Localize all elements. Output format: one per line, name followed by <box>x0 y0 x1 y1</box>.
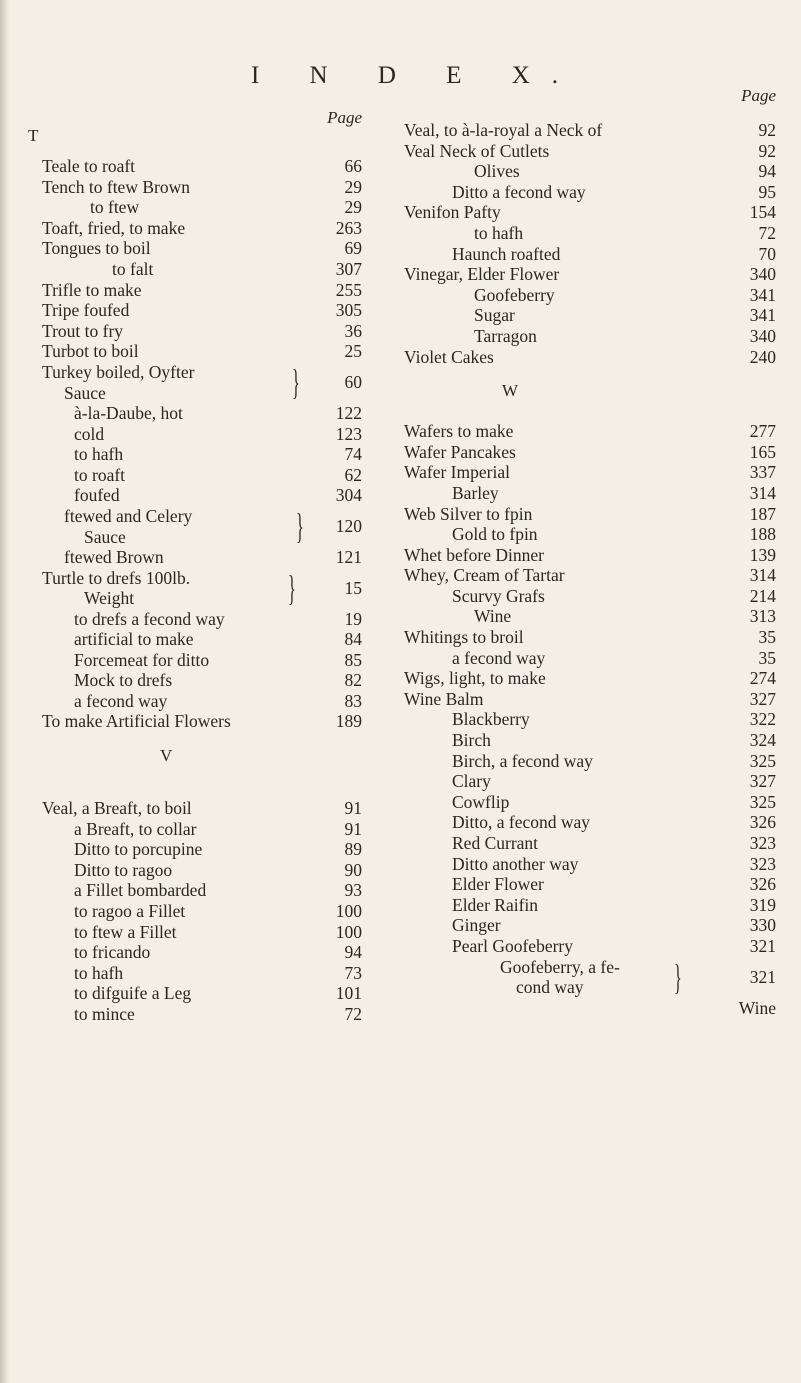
entry-text: Wine Balm <box>404 688 484 709</box>
index-entry <box>42 197 362 218</box>
entry-text: Wafer Imperial <box>404 462 510 483</box>
index-entry <box>42 650 362 671</box>
index-entry <box>404 627 776 648</box>
entry-text: Trout to fry <box>42 320 124 341</box>
entry-text: Pearl Goofeberry <box>452 935 573 956</box>
entry-text: to roaft <box>74 464 126 485</box>
entry-page: 340 <box>749 264 776 285</box>
index-entry-artificial-flowers <box>42 711 362 732</box>
index-entry <box>42 880 362 901</box>
entry-page: 304 <box>335 485 362 506</box>
index-entry <box>42 280 362 301</box>
entry-text: a Breaft, to collar <box>74 818 197 839</box>
entry-page: 277 <box>749 421 776 442</box>
index-entry <box>404 504 776 525</box>
index-entry <box>404 244 776 265</box>
entry-text: Olives <box>474 161 520 182</box>
entry-text: Haunch roafted <box>452 243 561 264</box>
section-t-entries <box>42 156 362 362</box>
index-entry <box>42 860 362 881</box>
index-entry <box>404 689 776 710</box>
entry-page: 83 <box>344 690 362 711</box>
entry-page: 35 <box>758 627 776 648</box>
entry-page: 29 <box>344 197 362 218</box>
index-entry <box>404 545 776 566</box>
index-entry <box>404 792 776 813</box>
entry-text: to falt <box>112 258 154 279</box>
index-entry <box>404 326 776 347</box>
entry-text: to hafh <box>74 444 124 465</box>
entry-text-continued: Sauce <box>64 382 106 403</box>
section-letter-t: T <box>28 126 39 145</box>
entry-text: Violet Cakes <box>404 346 494 367</box>
index-entry <box>404 202 776 223</box>
entry-text: to ragoo a Fillet <box>74 901 186 922</box>
entry-page: 255 <box>335 279 362 300</box>
entry-text: to hafh <box>74 962 124 983</box>
entry-text: Ditto a fecond way <box>452 181 586 202</box>
index-entry-goofeberry <box>404 957 776 998</box>
index-entry <box>404 606 776 627</box>
entry-page: 323 <box>749 833 776 853</box>
index-entry-celery <box>42 506 362 547</box>
entry-text: Ditto, a fecond way <box>452 812 591 833</box>
entry-text: artificial to make <box>74 629 194 650</box>
entry-page: 240 <box>749 346 776 367</box>
turkey-subentries <box>42 403 362 506</box>
brace-glyph: } <box>296 505 304 546</box>
index-entry <box>404 182 776 203</box>
index-entry <box>404 223 776 244</box>
index-entry <box>404 565 776 586</box>
entry-text: to fricando <box>74 942 151 963</box>
index-entry <box>404 833 776 854</box>
entry-page: 72 <box>344 1004 362 1024</box>
entry-text-continued: Weight <box>84 588 135 609</box>
entry-page: 69 <box>344 238 362 259</box>
entry-text: Clary <box>452 771 491 792</box>
entry-text: à-la-Daube, hot <box>74 402 183 423</box>
index-entry <box>404 161 776 182</box>
entry-text: Turtle to drefs 100lb. <box>42 567 191 588</box>
entry-text: Veal, a Breaft, to boil <box>42 798 192 819</box>
section-letter-w: W <box>502 381 519 401</box>
section-letter-v: V <box>160 746 173 766</box>
entry-page: 120 <box>335 515 362 536</box>
index-entry <box>404 874 776 895</box>
entry-page: 214 <box>749 585 776 606</box>
page-column-label: Page <box>327 108 362 127</box>
entry-page: 66 <box>344 156 362 176</box>
entry-page: 341 <box>749 284 776 305</box>
entry-page: 165 <box>749 441 776 462</box>
entry-page: 89 <box>344 839 362 860</box>
entry-page: 95 <box>758 181 776 202</box>
entry-page: 121 <box>335 546 362 567</box>
entry-text: Ditto another way <box>452 853 579 874</box>
entry-page: 94 <box>758 161 776 182</box>
entry-text: Web Silver to fpin <box>404 503 533 524</box>
entry-text: Forcemeat for ditto <box>74 649 210 670</box>
entry-text: Teale to roaft <box>42 156 136 176</box>
index-entry <box>404 483 776 504</box>
index-entry <box>404 285 776 306</box>
entry-text: to drefs a fecond way <box>74 608 225 629</box>
entry-page: 122 <box>335 402 362 423</box>
entry-page: 307 <box>335 258 362 279</box>
entry-page: 84 <box>344 629 362 650</box>
entry-page: 123 <box>335 423 362 444</box>
entry-page: 35 <box>758 647 776 668</box>
entry-text: Turkey boiled, Oyfter <box>42 361 195 382</box>
index-entry <box>42 609 362 630</box>
entry-text: Tripe foufed <box>42 300 130 321</box>
right-column <box>404 86 776 1018</box>
turtle-subentries <box>42 609 362 712</box>
page-column-label: Page <box>741 86 776 105</box>
book-spine-shadow <box>0 0 10 1383</box>
entry-text: Wine <box>474 606 512 627</box>
entry-text: Red Currant <box>452 833 539 853</box>
index-entry <box>42 629 362 650</box>
index-entry-turtle <box>42 568 362 609</box>
entry-page: 154 <box>749 202 776 223</box>
index-entry <box>404 812 776 833</box>
index-entry <box>42 424 362 445</box>
index-entry <box>42 922 362 943</box>
entry-text: Whitings to broil <box>404 627 524 648</box>
entry-text: Cowflip <box>452 791 510 812</box>
entry-page: 325 <box>749 791 776 812</box>
index-entry <box>404 895 776 916</box>
entry-page: 324 <box>749 730 776 751</box>
index-entry <box>404 936 776 957</box>
entry-text: Scurvy Grafs <box>452 585 545 606</box>
entry-text: a fecond way <box>452 647 546 668</box>
section-v-continued-entries <box>404 120 776 367</box>
entry-page: 305 <box>335 300 362 321</box>
index-entry <box>404 421 776 442</box>
index-entry <box>404 751 776 772</box>
entry-page: 92 <box>758 120 776 140</box>
entry-text: Birch <box>452 730 491 751</box>
entry-page: 189 <box>335 711 362 732</box>
entry-page: 314 <box>749 482 776 503</box>
entry-page: 19 <box>344 608 362 629</box>
entry-text: Ditto to porcupine <box>74 839 203 860</box>
index-entry <box>404 915 776 936</box>
entry-text: cold <box>74 423 105 444</box>
index-entry <box>42 942 362 963</box>
entry-page: 340 <box>749 325 776 346</box>
index-entry <box>404 524 776 545</box>
index-entry <box>404 586 776 607</box>
entry-text: Wafer Pancakes <box>404 441 516 462</box>
entry-text: Goofeberry <box>474 284 555 305</box>
entry-page: 188 <box>749 524 776 545</box>
index-entry <box>404 709 776 730</box>
index-entry <box>42 156 362 177</box>
index-entry <box>404 854 776 875</box>
entry-page: 263 <box>335 217 362 238</box>
entry-page: 91 <box>344 798 362 819</box>
entry-text: Goofeberry, a fe- <box>500 956 620 977</box>
index-entry <box>42 691 362 712</box>
entry-text: Ginger <box>452 915 501 936</box>
entry-page: 92 <box>758 140 776 161</box>
entry-page: 85 <box>344 649 362 670</box>
index-entry <box>42 259 362 280</box>
entry-page: 187 <box>749 503 776 524</box>
entry-text: Whey, Cream of Tartar <box>404 565 565 586</box>
index-entry <box>42 485 362 506</box>
entry-text: a Fillet bombarded <box>74 880 207 901</box>
entry-text: Mock to drefs <box>74 670 173 691</box>
entry-text: to hafh <box>474 222 524 243</box>
entry-page: 74 <box>344 444 362 465</box>
index-entry <box>42 218 362 239</box>
entry-page: 323 <box>749 853 776 874</box>
entry-text: Toaft, fried, to make <box>42 217 186 238</box>
entry-text: Gold to fpin <box>452 524 538 545</box>
index-entry <box>404 771 776 792</box>
entry-page: 325 <box>749 750 776 771</box>
entry-text: Turbot to boil <box>42 341 139 362</box>
entry-text: Tarragon <box>474 325 537 346</box>
index-entry <box>404 668 776 689</box>
entry-text: Tongues to boil <box>42 238 151 259</box>
entry-text: Veal, to à-la-royal a Neck of <box>404 120 603 140</box>
entry-page: 330 <box>749 915 776 936</box>
index-entry <box>42 983 362 1004</box>
entry-page: 73 <box>344 962 362 983</box>
entry-text: Ditto to ragoo <box>74 859 173 880</box>
entry-page: 319 <box>749 894 776 915</box>
entry-text: Sugar <box>474 305 515 326</box>
entry-page: 321 <box>749 966 776 987</box>
entry-page: 314 <box>749 565 776 586</box>
entry-text: Wigs, light, to make <box>404 668 546 689</box>
entry-text: Venifon Pafty <box>404 202 501 223</box>
index-entry <box>42 465 362 486</box>
entry-page: 274 <box>749 668 776 689</box>
index-entry <box>404 141 776 162</box>
index-entry <box>404 120 776 141</box>
entry-page: 321 <box>749 935 776 956</box>
index-entry <box>42 238 362 259</box>
index-entry <box>404 264 776 285</box>
entry-text: to ftew <box>90 197 140 218</box>
index-entry <box>404 442 776 463</box>
index-entry <box>42 341 362 362</box>
index-entry <box>404 462 776 483</box>
entry-page: 15 <box>344 577 362 598</box>
entry-text-continued: cond way <box>516 977 584 998</box>
left-column <box>28 108 362 1025</box>
entry-text: Wafers to make <box>404 421 514 442</box>
index-entry <box>42 798 362 819</box>
left-column-header <box>28 108 362 156</box>
entry-page: 90 <box>344 859 362 880</box>
index-entry <box>404 305 776 326</box>
entry-page: 100 <box>335 901 362 922</box>
entry-text: a fecond way <box>74 690 168 711</box>
entry-page: 91 <box>344 818 362 839</box>
section-v-entries <box>42 798 362 1025</box>
entry-page: 100 <box>335 921 362 942</box>
entry-page: 322 <box>749 709 776 730</box>
entry-page: 82 <box>344 670 362 691</box>
entry-text: Veal Neck of Cutlets <box>404 140 550 161</box>
index-entry <box>42 403 362 424</box>
index-entry <box>404 730 776 751</box>
entry-text: Elder Flower <box>452 874 544 895</box>
entry-text: Whet before Dinner <box>404 544 544 565</box>
catchword-row <box>404 998 776 1019</box>
section-letter-w-row <box>404 367 776 421</box>
entry-page: 62 <box>344 464 362 485</box>
index-entry-turkey <box>42 362 362 403</box>
brace-glyph: } <box>288 567 296 608</box>
entry-text: Blackberry <box>452 709 530 730</box>
index-entry <box>404 648 776 669</box>
entry-page: 327 <box>749 771 776 792</box>
entry-text: to mince <box>74 1004 135 1024</box>
index-entry <box>42 1004 362 1025</box>
entry-text: to ftew a Fillet <box>74 921 177 942</box>
index-entry <box>42 670 362 691</box>
entry-page: 94 <box>344 942 362 963</box>
index-entry <box>42 963 362 984</box>
entry-text: ftewed Brown <box>64 546 164 567</box>
entry-text: Vinegar, Elder Flower <box>404 264 560 285</box>
entry-page: 101 <box>335 983 362 1004</box>
entry-page: 70 <box>758 243 776 264</box>
entry-text: ftewed and Celery <box>64 505 193 526</box>
entry-page: 313 <box>749 606 776 627</box>
entry-page: 29 <box>344 176 362 197</box>
brace-glyph: } <box>292 361 300 402</box>
entry-page: 337 <box>749 462 776 483</box>
entry-page: 341 <box>749 305 776 326</box>
section-w-entries <box>404 421 776 956</box>
entry-page: 36 <box>344 320 362 341</box>
entry-page: 60 <box>344 371 362 392</box>
entry-page: 72 <box>758 222 776 243</box>
entry-text: Trifle to make <box>42 279 142 300</box>
entry-page: 25 <box>344 341 362 362</box>
entry-page: 327 <box>749 688 776 709</box>
entry-text: Barley <box>452 482 499 503</box>
entry-text: To make Artificial Flowers <box>42 711 231 732</box>
brace-glyph: } <box>674 956 682 997</box>
entry-text: foufed <box>74 485 120 506</box>
index-entry <box>404 347 776 368</box>
catchword: Wine <box>738 997 776 1018</box>
entry-page: 326 <box>749 812 776 833</box>
entry-text: to difguife a Leg <box>74 983 192 1004</box>
entry-text: Elder Raifin <box>452 894 539 915</box>
entry-text: Birch, a fecond way <box>452 750 593 771</box>
index-entry <box>42 177 362 198</box>
section-letter-v-row <box>42 732 362 782</box>
entry-page: 139 <box>749 544 776 565</box>
right-column-header <box>404 86 776 120</box>
index-entry <box>42 901 362 922</box>
running-head: I N D E X. <box>250 62 580 89</box>
entry-text-continued: Sauce <box>84 526 126 547</box>
index-entry-ftewed-brown <box>42 547 362 568</box>
entry-text: Tench to ftew Brown <box>42 176 190 197</box>
entry-page: 93 <box>344 880 362 901</box>
index-entry <box>42 321 362 342</box>
index-entry <box>42 300 362 321</box>
index-entry <box>42 819 362 840</box>
entry-page: 326 <box>749 874 776 895</box>
index-entry <box>42 444 362 465</box>
index-entry <box>42 839 362 860</box>
